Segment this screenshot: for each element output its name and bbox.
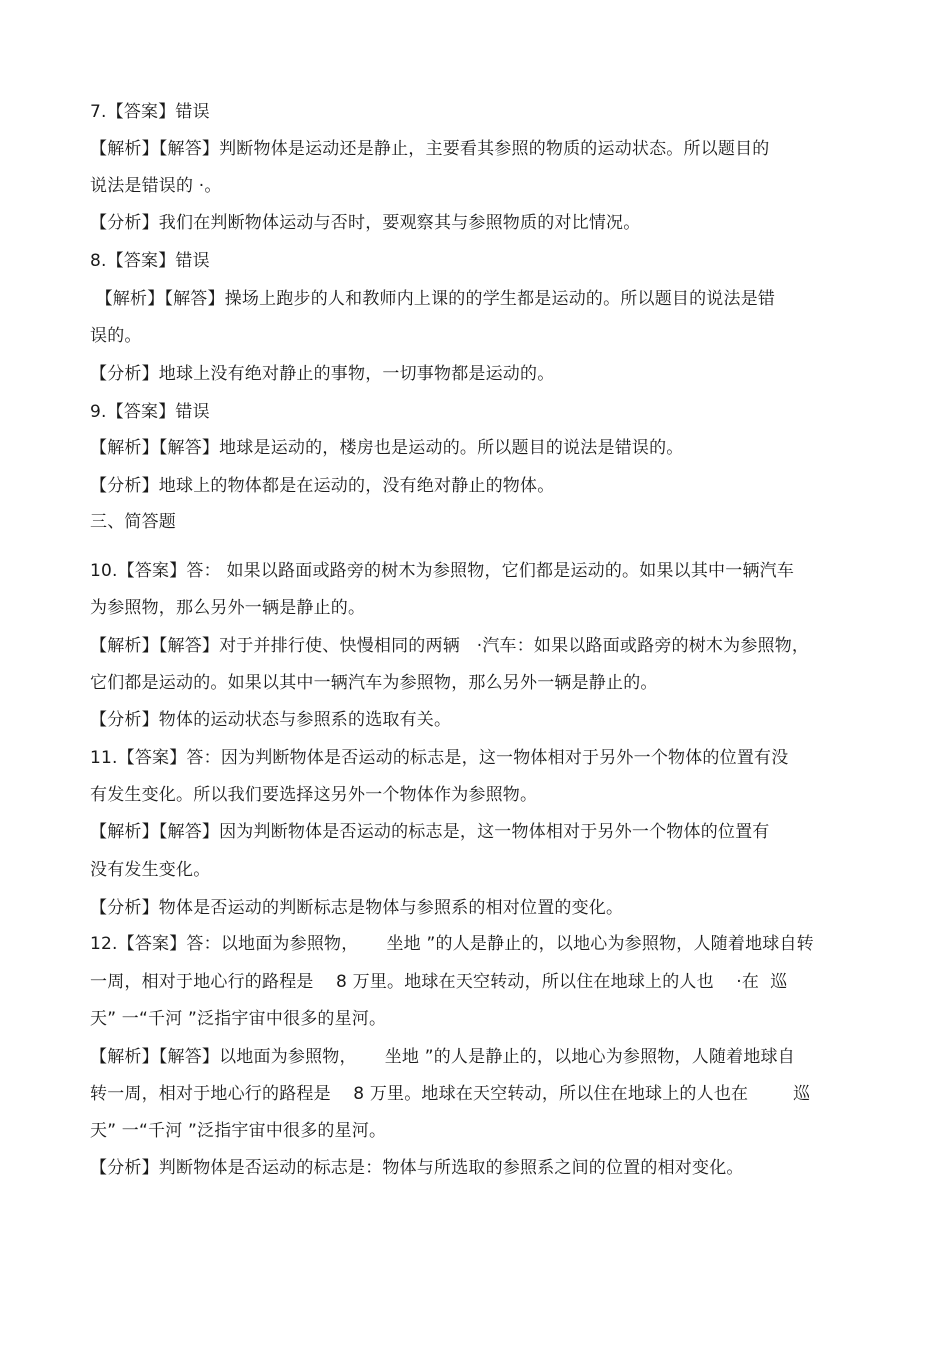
answer-12-line-2: 一周，相对于地心行的路程是 8 万里。地球在天空转动，所以住在地球上的人也 ·在 巡 xyxy=(90,972,788,992)
answer-8-line: 8.【答案】错误 xyxy=(90,251,210,271)
analysis-12-line-2: 转一周，相对于地心行的路程是 8 万里。地球在天空转动，所以住在地球上的人也在 巡 xyxy=(90,1084,811,1104)
fenxi-7-line: 【分析】我们在判断物体运动与否时，要观察其与参照物质的对比情况。 xyxy=(90,213,641,233)
fenxi-9-line: 【分析】地球上的物体都是在运动的，没有绝对静止的物体。 xyxy=(90,476,555,496)
analysis-7-line-2: 说法是错误的 ·。 xyxy=(90,176,222,196)
analysis-10-line-1: 【解析】【解答】对于并排行使、快慢相同的两辆 ·汽车：如果以路面或路旁的树木为参照物， xyxy=(90,636,810,656)
analysis-11-line-1: 【解析】【解答】因为判断物体是否运动的标志是，这一物体相对于另外一个物体的位置有 xyxy=(90,822,770,842)
answer-11-line-1: 11.【答案】答：因为判断物体是否运动的标志是，这一物体相对于另外一个物体的位置有没 xyxy=(90,748,789,768)
analysis-7-line-1: 【解析】【解答】判断物体是运动还是静止，主要看其参照的物质的运动状态。所以题目的 xyxy=(90,139,770,159)
fenxi-10-line: 【分析】物体的运动状态与参照系的选取有关。 xyxy=(90,710,452,730)
answer-10-line-1: 10.【答案】答： 如果以路面或路旁的树木为参照物，它们都是运动的。如果以其中一辆汽车 xyxy=(90,561,795,581)
analysis-12-line-3: 天” 一“千河 ”泛指宇宙中很多的星河。 xyxy=(90,1121,387,1141)
answer-7-line: 7.【答案】错误 xyxy=(90,102,210,122)
answer-11-line-2: 有发生变化。所以我们要选择这另外一个物体作为参照物。 xyxy=(90,785,538,805)
answer-9-line: 9.【答案】错误 xyxy=(90,402,210,422)
answer-12-line-3: 天” 一“千河 ”泛指宇宙中很多的星河。 xyxy=(90,1009,387,1029)
analysis-9-line: 【解析】【解答】地球是运动的，楼房也是运动的。所以题目的说法是错误的。 xyxy=(90,438,684,458)
fenxi-8-line: 【分析】地球上没有绝对静止的事物，一切事物都是运动的。 xyxy=(90,364,555,384)
analysis-8-line-2: 误的。 xyxy=(90,326,142,346)
answer-12-line-1: 12.【答案】答：以地面为参照物， 坐地 ”的人是静止的，以地心为参照物，人随着地球自转 xyxy=(90,934,814,954)
fenxi-12-line: 【分析】判断物体是否运动的标志是：物体与所选取的参照系之间的位置的相对变化。 xyxy=(90,1158,744,1178)
analysis-10-line-2: 它们都是运动的。如果以其中一辆汽车为参照物，那么另外一辆是静止的。 xyxy=(90,673,658,693)
analysis-11-line-2: 没有发生变化。 xyxy=(90,860,211,880)
answer-10-line-2: 为参照物，那么另外一辆是静止的。 xyxy=(90,598,366,618)
analysis-12-line-1: 【解析】【解答】以地面为参照物， 坐地 ”的人是静止的，以地心为参照物，人随着地球自 xyxy=(90,1047,795,1067)
fenxi-11-line: 【分析】物体是否运动的判断标志是物体与参照系的相对位置的变化。 xyxy=(90,898,624,918)
section-heading: 三、简答题 xyxy=(90,512,176,532)
analysis-8-line-1: 【解析】【解答】操场上跑步的人和教师内上课的的学生都是运动的。所以题目的说法是错 xyxy=(90,289,776,309)
